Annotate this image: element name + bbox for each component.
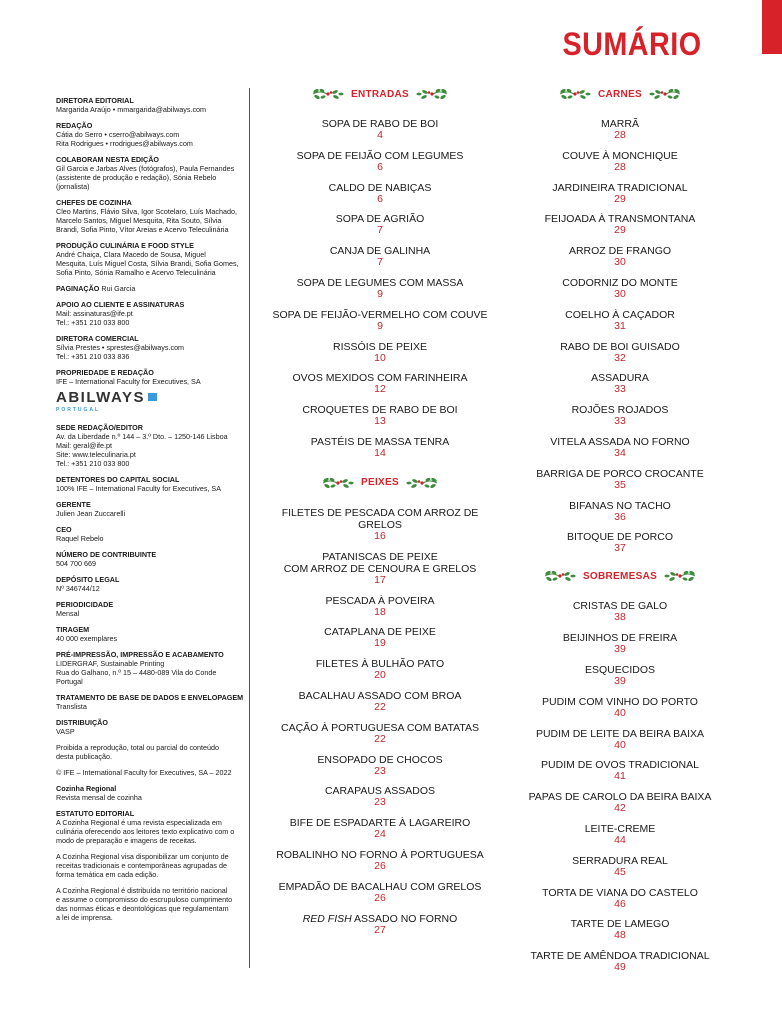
toc-entry-title: PUDIM DE OVOS TRADICIONAL bbox=[541, 759, 699, 772]
toc-entry-page: 16 bbox=[374, 529, 386, 542]
toc-entry-title: ROBALINHO NO FORNO À PORTUGUESA bbox=[276, 848, 484, 861]
toc-entry-page: 6 bbox=[377, 192, 383, 205]
holly-ornament-icon bbox=[415, 87, 449, 101]
toc-entry-title: CAÇÃO À PORTUGUESA COM BATATAS bbox=[281, 721, 479, 734]
toc-entry-page: 35 bbox=[614, 478, 626, 491]
toc-entry bbox=[520, 696, 720, 719]
masthead-block bbox=[56, 625, 256, 643]
masthead-line: Mesquita, Luís Miguel Costa, Sílvia Brandi, Sofia Gomes, bbox=[56, 259, 239, 268]
toc-entry-page: 22 bbox=[374, 732, 386, 745]
masthead-block bbox=[56, 155, 256, 191]
toc-entry bbox=[520, 213, 720, 236]
holly-ornament-icon bbox=[543, 569, 577, 583]
masthead-line: 100% IFE – International Faculty for Executives, SA bbox=[56, 484, 221, 493]
holly-ornament-icon bbox=[663, 569, 697, 583]
holly-ornament-icon bbox=[321, 476, 355, 490]
masthead-line: (jornalista) bbox=[56, 182, 90, 191]
masthead-line: 40 000 exemplares bbox=[56, 634, 118, 643]
toc-entry-title: SOPA DE RABO DE BOI bbox=[321, 118, 439, 130]
toc-entry-title: SOPA DE LEGUMES COM MASSA bbox=[296, 276, 464, 289]
masthead-line: Tel.: +351 210 033 836 bbox=[56, 352, 130, 361]
contents-column-middle bbox=[264, 84, 496, 944]
section-carnes bbox=[520, 84, 720, 554]
toc-entry-page: 9 bbox=[377, 287, 383, 300]
masthead-line: modo de preparação e imagens de receitas. bbox=[56, 836, 197, 845]
toc-entry-page: 14 bbox=[374, 446, 386, 459]
toc-entry-page: 6 bbox=[377, 160, 383, 173]
toc-entry bbox=[264, 690, 496, 713]
toc-entry-title: CALDO DE NABIÇAS bbox=[328, 181, 432, 194]
section-title: SOBREMESAS bbox=[582, 570, 658, 582]
masthead-block bbox=[56, 96, 256, 114]
masthead-note bbox=[56, 743, 256, 761]
masthead-label: DIRETORA EDITORIAL bbox=[56, 96, 134, 105]
masthead-block bbox=[56, 525, 256, 543]
masthead-label: DEPÓSITO LEGAL bbox=[56, 575, 120, 584]
toc-entry-title: SOPA DE FEIJÃO COM LEGUMES bbox=[296, 149, 464, 162]
toc-entry bbox=[264, 277, 496, 300]
masthead-label: NÚMERO DE CONTRIBUINTE bbox=[56, 550, 157, 559]
corner-red-tab bbox=[762, 0, 782, 54]
holly-ornament-icon bbox=[311, 87, 345, 101]
toc-entry-page: 24 bbox=[374, 828, 386, 841]
masthead-line: culinária oferecendo aos leitores texto explicativo com o bbox=[56, 827, 235, 836]
masthead-block bbox=[56, 550, 256, 568]
toc-entry bbox=[264, 658, 496, 681]
toc-entry-title: ASSADURA bbox=[591, 372, 649, 385]
toc-entry-page: 26 bbox=[374, 859, 386, 872]
masthead-line: Tel.: +351 210 033 800 bbox=[56, 318, 130, 327]
toc-entry-page: 7 bbox=[377, 224, 383, 237]
toc-entry bbox=[520, 855, 720, 878]
toc-entry-title: TARTE DE AMÊNDOA TRADICIONAL bbox=[530, 950, 710, 963]
holly-ornament-icon bbox=[558, 87, 592, 101]
holly-ornament-icon bbox=[648, 87, 682, 101]
toc-entry-title: CANJA DE GALINHA bbox=[329, 245, 431, 258]
toc-entry bbox=[520, 791, 720, 814]
toc-entry-title: CATAPLANA DE PEIXE bbox=[324, 626, 436, 639]
toc-entry bbox=[520, 887, 720, 910]
masthead-line: Translista bbox=[56, 702, 87, 711]
toc-entry bbox=[264, 817, 496, 840]
toc-entry-title: RABO DE BOI GUISADO bbox=[560, 340, 680, 353]
toc-entry bbox=[520, 436, 720, 459]
toc-entry bbox=[520, 150, 720, 173]
toc-entry-page: 23 bbox=[374, 796, 386, 809]
masthead-block bbox=[56, 575, 256, 593]
toc-entry-title: RISSÓIS DE PEIXE bbox=[333, 340, 427, 353]
toc-entry-page: 30 bbox=[614, 287, 626, 300]
masthead-line: Nº 346744/12 bbox=[56, 584, 100, 593]
masthead-line: Marcelo Santos, Miguel Mesquita, Rita Souto, Sílvia bbox=[56, 216, 222, 225]
toc-entry-page: 4 bbox=[377, 129, 383, 141]
toc-entry bbox=[520, 500, 720, 523]
toc-entry bbox=[264, 595, 496, 618]
section-entradas bbox=[264, 84, 496, 459]
masthead-line: VASP bbox=[56, 727, 75, 736]
masthead-line: a lei de imprensa. bbox=[56, 913, 113, 922]
masthead-label: TIRAGEM bbox=[56, 625, 90, 634]
toc-entry-title: JARDINEIRA TRADICIONAL bbox=[552, 181, 688, 194]
toc-entry-title: CODORNIZ DO MONTE bbox=[562, 276, 678, 289]
toc-entry bbox=[264, 913, 496, 936]
masthead-line: Cleo Martins, Flávio Silva, Igor Scotelaro, Luís Machado, bbox=[56, 207, 237, 216]
masthead-line: das normas éticas e deontológicas que regulamentam bbox=[56, 904, 229, 913]
toc-entry-page: 28 bbox=[614, 129, 626, 141]
masthead-line: Sílvia Prestes • sprestes@abilways.com bbox=[56, 343, 185, 352]
masthead-line: Proibida a reprodução, total ou parcial do conteúdo bbox=[56, 743, 220, 752]
page-title: SUMÁRIO bbox=[562, 26, 702, 62]
toc-entry bbox=[520, 245, 720, 268]
masthead-block bbox=[56, 284, 256, 293]
toc-entry bbox=[520, 632, 720, 655]
toc-entry-page: 39 bbox=[614, 674, 626, 687]
toc-entry bbox=[520, 182, 720, 205]
toc-entry bbox=[264, 150, 496, 173]
estatuto-paragraph bbox=[56, 886, 256, 922]
masthead-block bbox=[56, 693, 256, 711]
toc-entry-page: 36 bbox=[614, 510, 626, 523]
section-sobremesas bbox=[520, 566, 720, 973]
contents-column-right bbox=[520, 84, 720, 982]
toc-entry bbox=[264, 754, 496, 777]
toc-entry-title: RED FISH ASSADO NO FORNO bbox=[302, 912, 458, 925]
masthead-block bbox=[56, 784, 256, 802]
masthead-label: PERIODICIDADE bbox=[56, 600, 114, 609]
masthead-label: REDAÇÃO bbox=[56, 121, 93, 130]
toc-entry bbox=[264, 245, 496, 268]
toc-entry bbox=[264, 507, 496, 542]
toc-entry-page: 10 bbox=[374, 351, 386, 364]
toc-entry-page: 45 bbox=[614, 865, 626, 878]
toc-entry bbox=[264, 881, 496, 904]
toc-entry bbox=[264, 182, 496, 205]
toc-entry-page: 20 bbox=[374, 669, 386, 682]
masthead-line: Cátia do Serro • cserro@abilways.com bbox=[56, 130, 180, 139]
logo-mark-icon bbox=[148, 393, 157, 401]
masthead-line: © IFE – International Faculty for Executives, SA – 2022 bbox=[56, 768, 232, 777]
toc-entry bbox=[264, 309, 496, 332]
toc-entry-page: 34 bbox=[614, 446, 626, 459]
masthead-block bbox=[56, 423, 256, 468]
logo-subtitle: PORTUGAL bbox=[56, 407, 101, 413]
toc-entry-title: ROJÕES ROJADOS bbox=[571, 404, 669, 417]
toc-entry bbox=[520, 918, 720, 941]
section-header-entradas bbox=[264, 84, 496, 104]
toc-entry bbox=[264, 785, 496, 808]
logo-wordmark: ABILWAYS bbox=[56, 389, 145, 406]
masthead-label: DETENTORES DO CAPITAL SOCIAL bbox=[56, 475, 180, 484]
toc-entry bbox=[520, 277, 720, 300]
masthead-block bbox=[56, 300, 256, 327]
masthead-line: desta publicação. bbox=[56, 752, 112, 761]
toc-entry bbox=[264, 341, 496, 364]
toc-entry-title: TORTA DE VIANA DO CASTELO bbox=[542, 886, 698, 899]
toc-entry bbox=[520, 823, 720, 846]
toc-entry-page: 46 bbox=[614, 897, 626, 910]
masthead-line: A Cozinha Regional é uma revista especializada em bbox=[56, 818, 222, 827]
column-divider bbox=[249, 88, 250, 968]
toc-entry-title: ARROZ DE FRANGO bbox=[568, 245, 672, 258]
toc-entry-title: PUDIM COM VINHO DO PORTO bbox=[542, 695, 698, 708]
masthead-line: Av. da Liberdade n.º 144 – 3.º Dto. – 1250-146 Lisboa bbox=[56, 432, 228, 441]
toc-entry-page: 28 bbox=[614, 160, 626, 173]
masthead-line: forma temática em cada edição. bbox=[56, 870, 159, 879]
toc-entry-page: 30 bbox=[614, 256, 626, 269]
masthead-line: 504 700 669 bbox=[56, 559, 96, 568]
toc-entry-title: MARRÃ bbox=[601, 118, 639, 130]
masthead-line: Mensal bbox=[56, 609, 80, 618]
toc-entry-title: FEIJOADA À TRANSMONTANA bbox=[544, 213, 696, 226]
toc-entry-title: BACALHAU ASSADO COM BROA bbox=[298, 689, 462, 702]
toc-entry-title: PATANISCAS DE PEIXE bbox=[322, 550, 438, 563]
masthead-block bbox=[56, 718, 256, 736]
toc-entry-page: 32 bbox=[614, 351, 626, 364]
toc-entry bbox=[520, 341, 720, 364]
masthead-line: Mail: geral@ife.pt bbox=[56, 441, 113, 450]
toc-entry-page: 18 bbox=[374, 605, 386, 618]
masthead-label: DISTRIBUIÇÃO bbox=[56, 718, 108, 727]
toc-entry bbox=[264, 118, 496, 141]
masthead-line: e assume o compromisso do escrupuloso cumprimento bbox=[56, 895, 233, 904]
section-header-peixes bbox=[264, 473, 496, 493]
toc-entry-page: 27 bbox=[374, 923, 386, 936]
masthead-block bbox=[56, 650, 256, 686]
masthead-line: (assistente de produção e redação), Sónia Rebelo bbox=[56, 173, 217, 182]
toc-entry-title: FILETES DE PESCADA COM ARROZ DE GRELOS bbox=[281, 506, 479, 531]
toc-entry-title: COELHO À CAÇADOR bbox=[565, 308, 675, 321]
toc-entry bbox=[520, 372, 720, 395]
masthead-line: Rua do Galhano, n.º 15 – 4480-089 Vila do Conde bbox=[56, 668, 217, 677]
toc-entry-title: PAPAS DE CAROLO DA BEIRA BAIXA bbox=[528, 791, 712, 804]
toc-entry-title: BIFE DE ESPADARTE À LAGAREIRO bbox=[289, 817, 471, 830]
estatuto-paragraph bbox=[56, 852, 256, 879]
holly-ornament-icon bbox=[405, 476, 439, 490]
masthead-label: PRODUÇÃO CULINÁRIA E FOOD STYLE bbox=[56, 241, 194, 250]
masthead-line: Margarida Araújo • mmargarida@abilways.com bbox=[56, 105, 207, 114]
toc-entry bbox=[520, 600, 720, 623]
masthead-label: COLABORAM NESTA EDIÇÃO bbox=[56, 155, 160, 164]
toc-entry-page: 37 bbox=[614, 542, 626, 555]
toc-entry-page: 40 bbox=[614, 706, 626, 719]
masthead-line: A Cozinha Regional é distribuída no território nacional bbox=[56, 886, 228, 895]
masthead-line: Brandi, Sofia Pinto, Vítor Areias e Acervo Teleculinária bbox=[56, 225, 229, 234]
masthead-block bbox=[56, 334, 256, 361]
masthead-block bbox=[56, 475, 256, 493]
toc-entry bbox=[264, 436, 496, 459]
masthead-label: CHEFES DE COZINHA bbox=[56, 198, 132, 207]
masthead-line: Portugal bbox=[56, 677, 83, 686]
toc-entry-title: ESQUECIDOS bbox=[584, 663, 655, 676]
masthead-line: IFE – International Faculty for Executives, SA bbox=[56, 377, 201, 386]
masthead-label: APOIO AO CLIENTE E ASSINATURAS bbox=[56, 300, 185, 309]
estatuto-block bbox=[56, 809, 256, 922]
toc-entry bbox=[264, 372, 496, 395]
masthead-line: Tel.: +351 210 033 800 bbox=[56, 459, 130, 468]
masthead-label: PRÉ-IMPRESSÃO, IMPRESSÃO E ACABAMENTO bbox=[56, 650, 224, 659]
masthead-block bbox=[56, 368, 256, 386]
masthead-label: ESTATUTO EDITORIAL bbox=[56, 809, 135, 818]
masthead-label: SEDE REDAÇÃO/EDITOR bbox=[56, 423, 143, 432]
toc-entry bbox=[520, 950, 720, 973]
masthead-line: Gil Garcia e Jarbas Alves (fotógrafos), Paula Fernandes bbox=[56, 164, 235, 173]
toc-entry-title: COUVE À MONCHIQUE bbox=[562, 149, 678, 162]
toc-entry-title: LEITE-CREME bbox=[584, 822, 656, 835]
masthead-column bbox=[56, 96, 256, 922]
toc-entry bbox=[520, 759, 720, 782]
masthead-line: Julien Jean Zuccarelli bbox=[56, 509, 126, 518]
toc-entry-title: BEIJINHOS DE FREIRA bbox=[562, 632, 678, 645]
toc-entry-page: 48 bbox=[614, 929, 626, 942]
toc-entry-page: 49 bbox=[614, 961, 626, 974]
masthead-value: Rui Garcia bbox=[99, 284, 136, 293]
toc-entry-page: 19 bbox=[374, 637, 386, 650]
toc-entry-page: 40 bbox=[614, 738, 626, 751]
toc-entry bbox=[520, 468, 720, 491]
masthead-label: DIRETORA COMERCIAL bbox=[56, 334, 139, 343]
toc-entry bbox=[520, 404, 720, 427]
abilways-logo bbox=[56, 389, 256, 415]
toc-entry-title: VITELA ASSADA NO FORNO bbox=[550, 435, 690, 448]
section-title: CARNES bbox=[597, 88, 643, 100]
toc-entry-title: EMPADÃO DE BACALHAU COM GRELOS bbox=[278, 880, 482, 893]
toc-entry bbox=[520, 118, 720, 141]
masthead-block bbox=[56, 198, 256, 234]
toc-entry-title: ENSOPADO DE CHOCOS bbox=[317, 753, 443, 766]
toc-entry-page: 41 bbox=[614, 770, 626, 783]
toc-entry-page: 29 bbox=[614, 224, 626, 237]
masthead-label: CEO bbox=[56, 525, 72, 534]
toc-entry-page: 22 bbox=[374, 700, 386, 713]
masthead-label: Cozinha Regional bbox=[56, 784, 117, 793]
toc-entry bbox=[520, 531, 720, 554]
toc-entry-page: 33 bbox=[614, 415, 626, 428]
toc-entry-title-italic: RED FISH bbox=[302, 912, 352, 925]
section-header-sobremesas bbox=[520, 566, 720, 586]
toc-entry-page: 9 bbox=[377, 319, 383, 332]
toc-entry-page: 29 bbox=[614, 192, 626, 205]
toc-entry-title: BITOQUE DE PORCO bbox=[567, 531, 673, 544]
toc-entry-title: OVOS MEXIDOS COM FARINHEIRA bbox=[292, 372, 468, 385]
masthead-line: receitas tradicionais e contemporâneas agrupadas de bbox=[56, 861, 228, 870]
toc-entry-title-line2: COM ARROZ DE CENOURA E GRELOS bbox=[283, 562, 477, 575]
masthead-line: Rita Rodrigues • rrodrigues@abilways.com bbox=[56, 139, 193, 148]
masthead-line: André Chaiça, Clara Macedo de Sousa, Miguel bbox=[56, 250, 206, 259]
toc-entry-title: PESCADA À POVEIRA bbox=[325, 594, 435, 607]
masthead-label: PAGINAÇÃO bbox=[56, 284, 100, 293]
toc-entry-page: 44 bbox=[614, 833, 626, 846]
masthead-line: Mail: assinaturas@ife.pt bbox=[56, 309, 133, 318]
masthead-label: TRATAMENTO DE BASE DE DADOS E ENVELOPAGEM bbox=[56, 693, 244, 702]
toc-entry-title: SOPA DE AGRIÃO bbox=[335, 213, 425, 226]
section-peixes bbox=[264, 473, 496, 936]
toc-entry-title: BARRIGA DE PORCO CROCANTE bbox=[536, 467, 704, 480]
toc-entry-page: 42 bbox=[614, 802, 626, 815]
masthead-line: Revista mensal de cozinha bbox=[56, 793, 142, 802]
toc-entry-page: 39 bbox=[614, 643, 626, 656]
toc-entry bbox=[264, 722, 496, 745]
toc-entry-page: 17 bbox=[374, 573, 386, 586]
toc-entry bbox=[264, 551, 496, 586]
toc-entry-title: PUDIM DE LEITE DA BEIRA BAIXA bbox=[535, 727, 705, 740]
toc-entry bbox=[520, 664, 720, 687]
toc-entry bbox=[520, 728, 720, 751]
masthead-label: PROPRIEDADE E REDAÇÃO bbox=[56, 368, 154, 377]
toc-entry-page: 23 bbox=[374, 764, 386, 777]
toc-entry bbox=[520, 309, 720, 332]
toc-entry bbox=[264, 849, 496, 872]
toc-entry-page: 26 bbox=[374, 891, 386, 904]
toc-entry-page: 31 bbox=[614, 319, 626, 332]
masthead-line: Site: www.teleculinaria.pt bbox=[56, 450, 136, 459]
toc-entry-page: 13 bbox=[374, 415, 386, 428]
toc-entry-title: CRISTAS DE GALO bbox=[572, 600, 668, 613]
section-header-carnes bbox=[520, 84, 720, 104]
toc-entry-title: BIFANAS NO TACHO bbox=[569, 499, 671, 512]
toc-entry-page: 12 bbox=[374, 383, 386, 396]
toc-entry-page: 38 bbox=[614, 611, 626, 624]
section-title: PEIXES bbox=[361, 477, 399, 489]
masthead-line: Raquel Rebelo bbox=[56, 534, 104, 543]
section-title: ENTRADAS bbox=[351, 88, 409, 100]
masthead-label: GERENTE bbox=[56, 500, 91, 509]
toc-entry-title: CROQUETES DE RABO DE BOI bbox=[302, 404, 458, 417]
masthead-block bbox=[56, 121, 256, 148]
toc-entry bbox=[264, 213, 496, 236]
toc-entry-title: SERRADURA REAL bbox=[572, 854, 668, 867]
toc-entry-title: PASTÉIS DE MASSA TENRA bbox=[310, 435, 450, 448]
toc-entry-page: 33 bbox=[614, 383, 626, 396]
masthead-line: A Cozinha Regional visa disponibilizar um conjunto de bbox=[56, 852, 229, 861]
estatuto-paragraph bbox=[56, 818, 256, 845]
toc-entry bbox=[264, 626, 496, 649]
masthead-block bbox=[56, 500, 256, 518]
masthead-line: Sofia Pinto, Sónia Ramalho e Acervo Teleculinária bbox=[56, 268, 216, 277]
masthead-note bbox=[56, 768, 256, 777]
toc-entry bbox=[264, 404, 496, 427]
toc-entry-title: CARAPAUS ASSADOS bbox=[324, 785, 436, 798]
masthead-block bbox=[56, 600, 256, 618]
toc-entry-title: FILETES À BULHÃO PATO bbox=[315, 658, 445, 671]
toc-entry-title: TARTE DE LAMEGO bbox=[570, 918, 670, 931]
toc-entry-page: 7 bbox=[377, 256, 383, 269]
toc-entry-title: SOPA DE FEIJÃO-VERMELHO COM COUVE bbox=[272, 308, 488, 321]
masthead-block bbox=[56, 241, 256, 277]
masthead-line: LIDERGRAF, Sustainable Printing bbox=[56, 659, 165, 668]
